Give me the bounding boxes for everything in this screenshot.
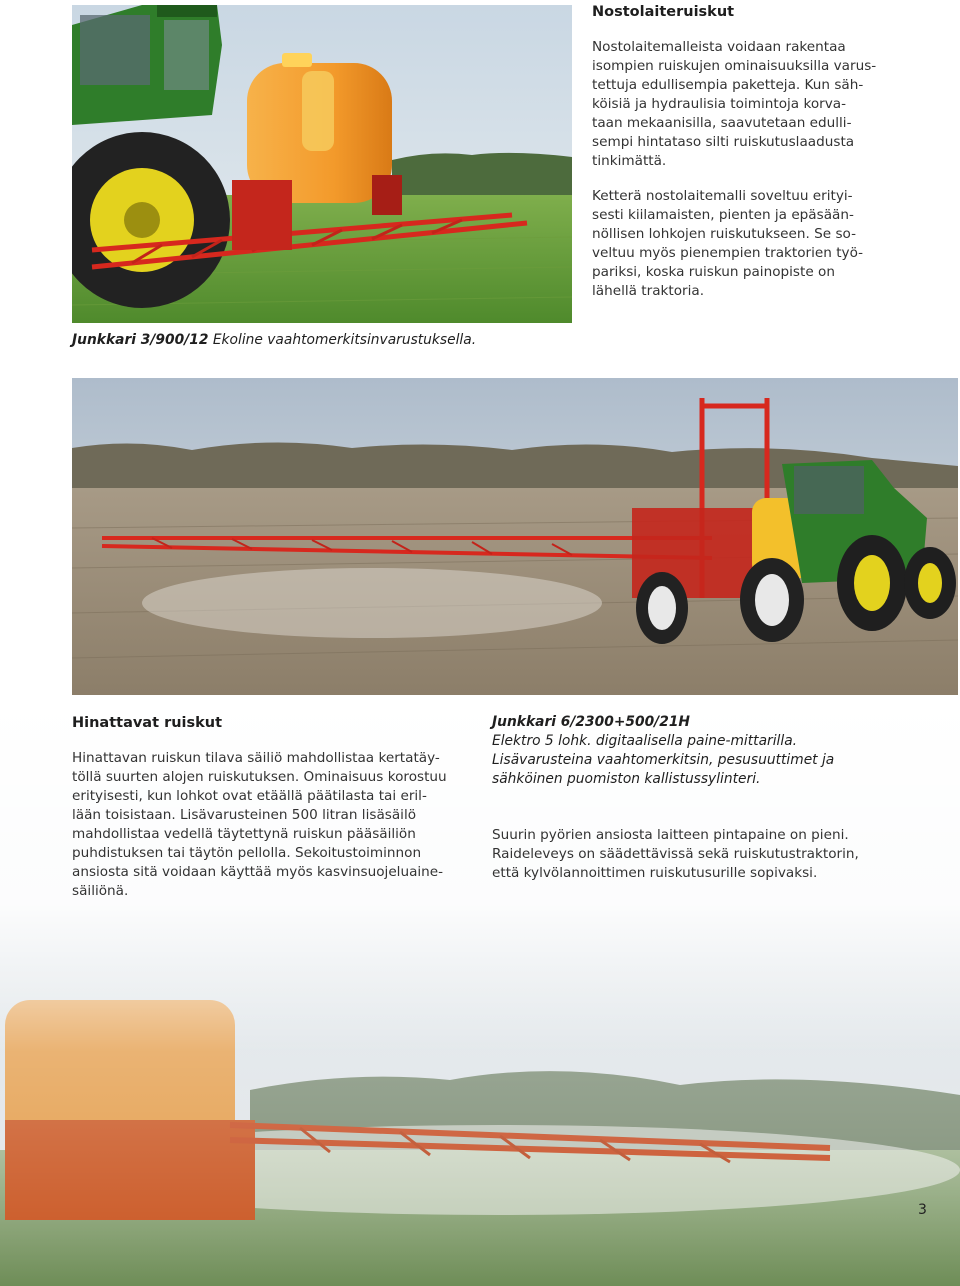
caption-description: Ekoline vaahtomerkitsinvarustuksella. bbox=[208, 332, 477, 348]
page-number: 3 bbox=[918, 1202, 927, 1218]
paragraph-hinattavat: Hinattavan ruiskun tilava säiliö mahdollistaa kertatäy- töllä suurten alojen ruiskutuksen. Ominaisuus korostuu erityisesti, kun lohkot ovat etäällä päätilasta tai eril- lään toisistaan. Lisävarusteinen 500 litran lisäsäilö mahdollistaa vedellä täytettynä ruiskun pääsäiliön puhdistuksen tai täytön pellolla. Sekoitustoiminnon ansiosta sitä voidaan käyttää myös kasvinsuojeluaine- säiliönä. bbox=[72, 750, 447, 899]
caption-line-kallistus: sähköinen puomiston kallistussylinteri. bbox=[492, 771, 761, 787]
caption-model-name-2: Junkkari 6/2300+500/21H bbox=[492, 714, 690, 730]
caption-junkkari-3-900 bbox=[72, 331, 632, 350]
paragraph-nostolaite-intro: Nostolaitemalleista voidaan rakentaa isompien ruiskujen ominaisuuksilla varus- tettuja edullisempia paketteja. Kun säh- köisiä ja hydraulisia toimintoja korva- taan mekaanisilla, saavutetaan edulli- sempi hintataso silti ruiskutuslaadusta tinkimättä. bbox=[592, 39, 877, 169]
heading-nostolaiteruiskut: Nostolaiteruiskut bbox=[592, 4, 735, 20]
paragraph-nostolaite-ketterä: Ketterä nostolaitemalli soveltuu erityi- sesti kiilamaisten, pienten ja epäsään- nöllisen lohkojen ruiskutukseen. Se so- veltuu myös pienempien traktorien työ- pariksi, koska ruiskun painopiste on lähellä traktoria. bbox=[592, 188, 864, 299]
caption-line-lisavarusteina: Lisävarusteina vaahtomerkitsin, pesusuuttimet ja bbox=[492, 752, 835, 768]
caption-junkkari-6-2300 bbox=[492, 713, 932, 789]
photo-trailed-sprayer bbox=[72, 378, 958, 695]
paragraph-pintapaine: Suurin pyörien ansiosta laitteen pintapaine on pieni. Raideleveys on säädettävissä sekä ruiskutustraktorin, että kylvölannoittimen ruiskutusurille sopivaksi. bbox=[492, 827, 859, 881]
caption-model-name: Junkkari 3/900/12 bbox=[72, 332, 209, 348]
photo-mounted-sprayer bbox=[72, 5, 572, 323]
caption-line-elektro: Elektro 5 lohk. digitaalisella paine-mittarilla. bbox=[492, 733, 798, 749]
heading-hinattavat-ruiskut: Hinattavat ruiskut bbox=[72, 715, 223, 731]
